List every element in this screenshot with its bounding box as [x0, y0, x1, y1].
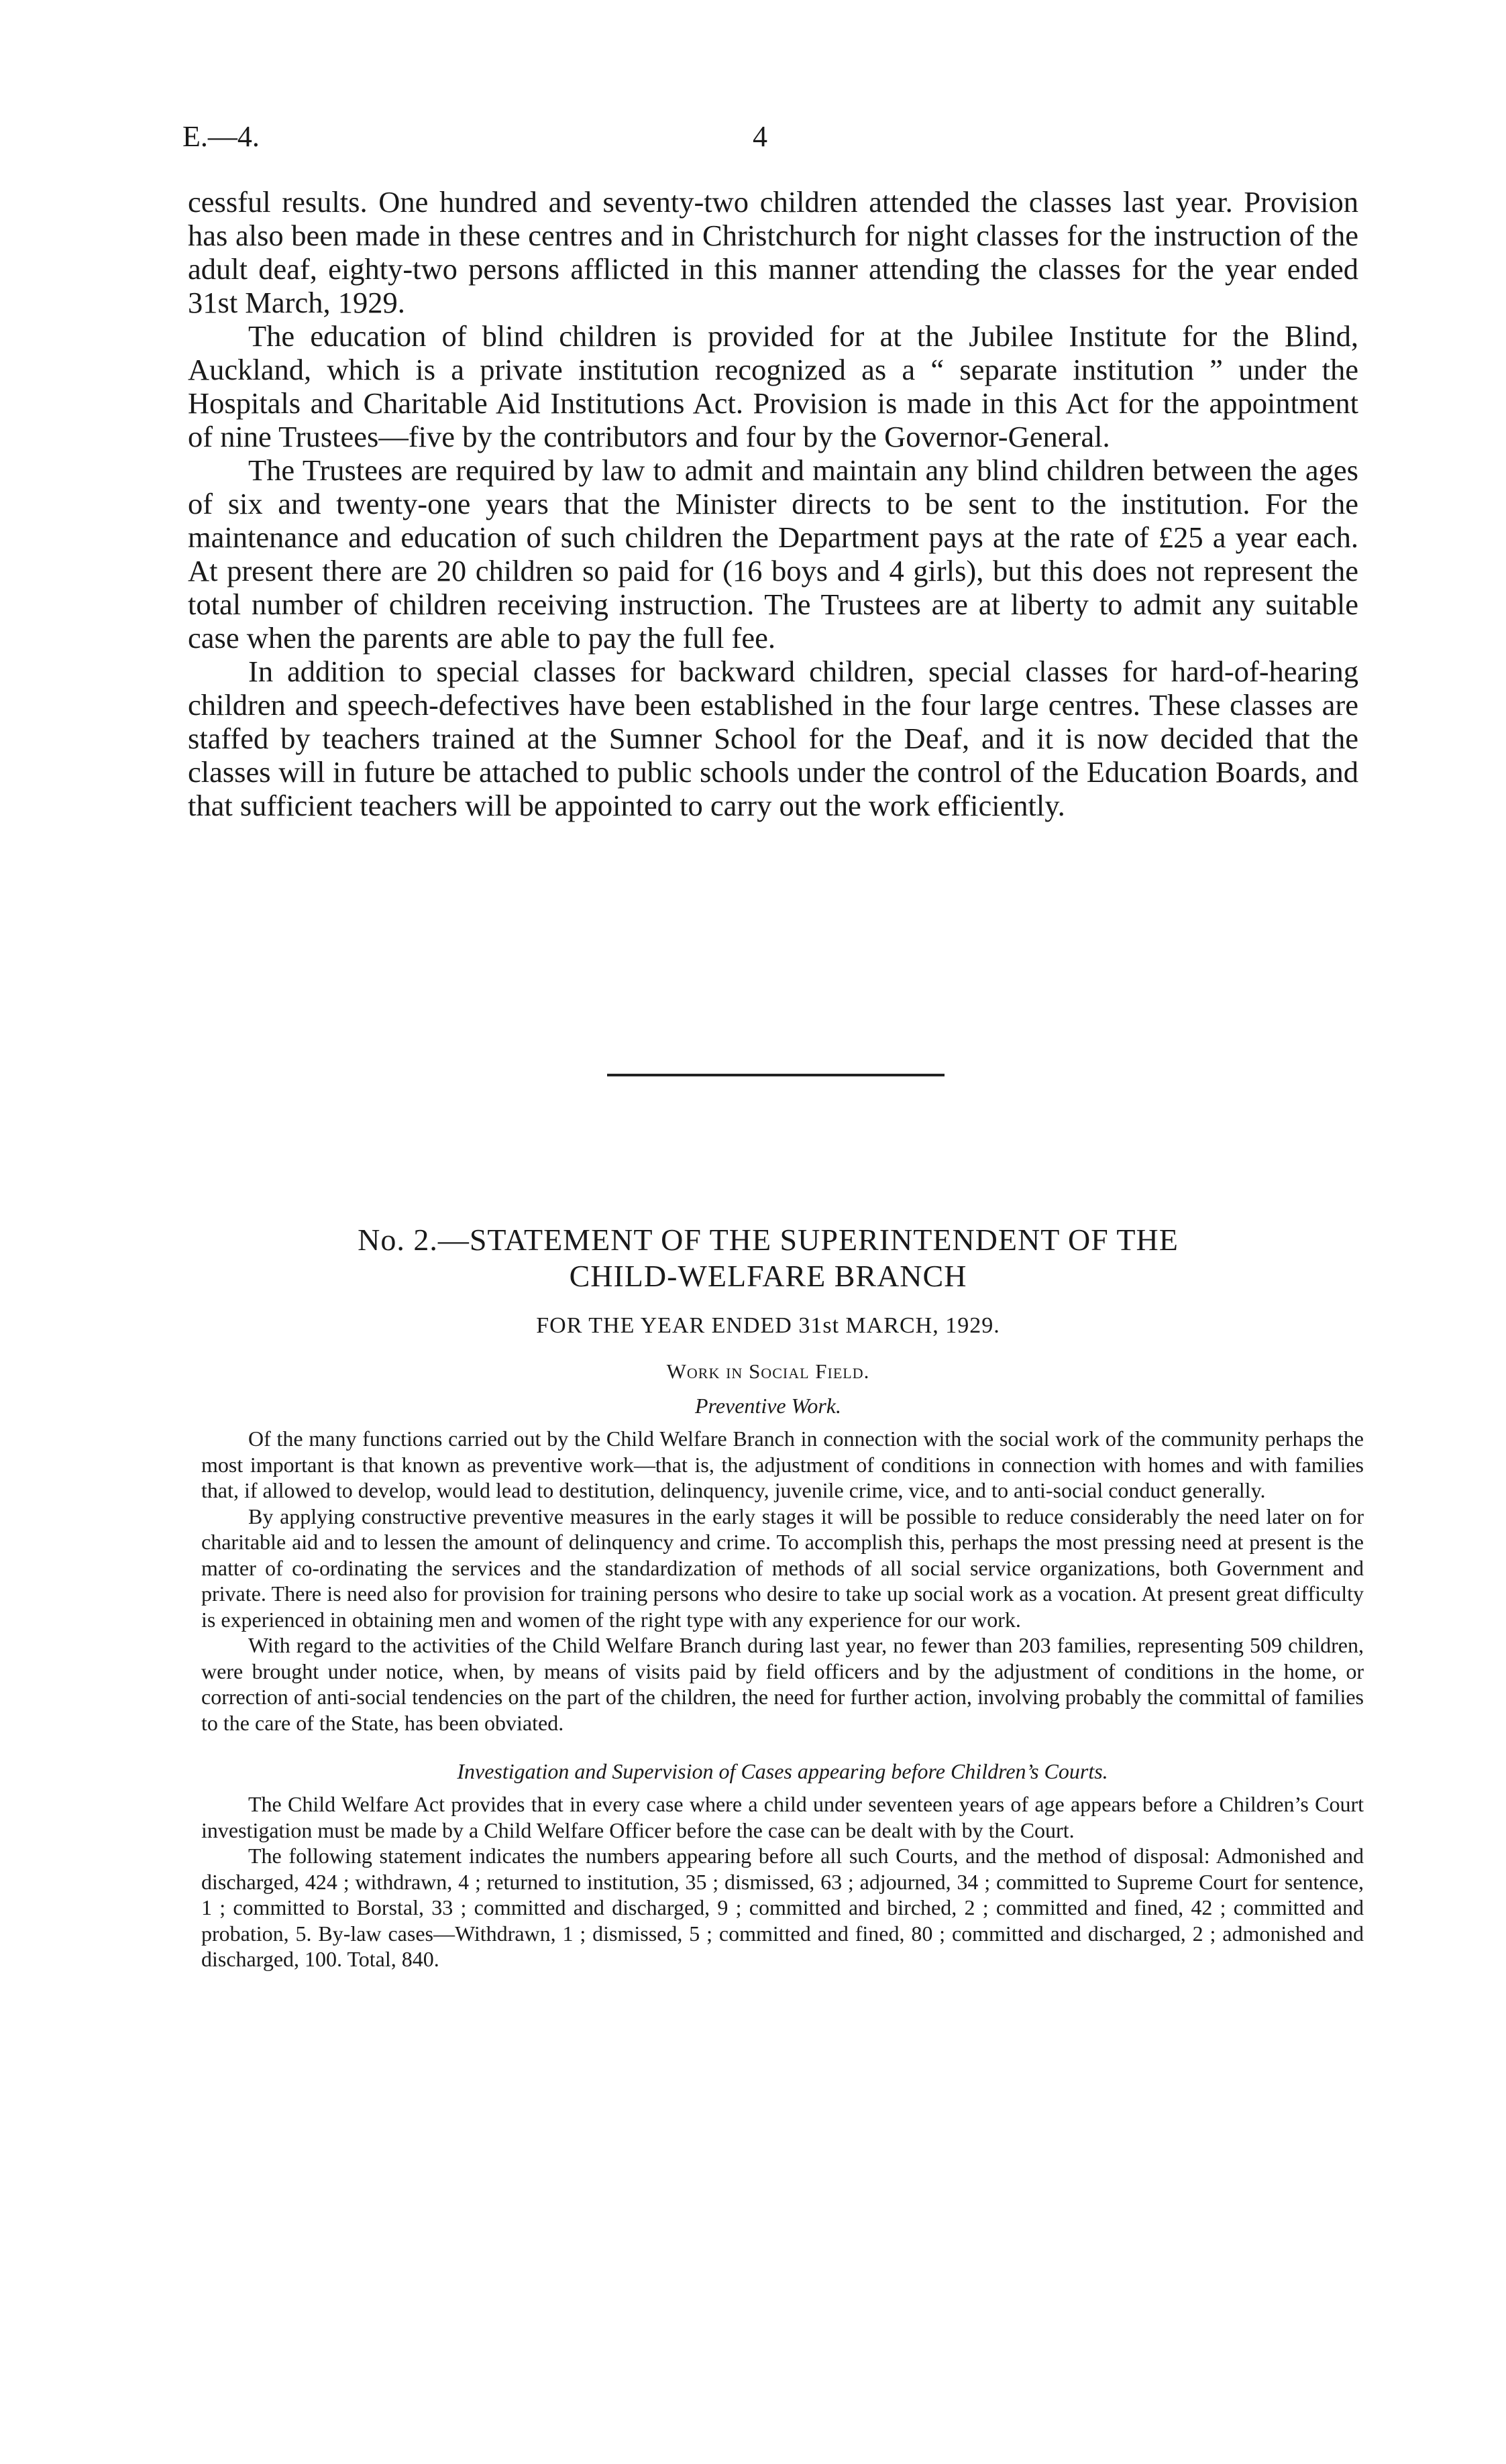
statement-title-line-1: No. 2.—STATEMENT OF THE SUPERINTENDENT OF THE [358, 1223, 1179, 1257]
paragraph-blind-education: The education of blind children is provided for at the Jubilee Institute for the Blind, Auckland, which is a private institution recognized as a “ separate institution ” under the Hospitals and Charitable Aid Institutions Act. Provision is made in this Act for the appointment of nine Trustees—five by the contributors and four by the Governor-General. [188, 319, 1358, 453]
section-subheading: Preventive Work. [695, 1394, 841, 1418]
top-section [188, 185, 1358, 822]
page-header [182, 119, 1370, 160]
page-number: 4 [753, 120, 767, 153]
paragraph-branch-activities: With regard to the activities of the Child Welfare Branch during last year, no fewer than 203 families, representing 509 children, were brought under notice, when, by means of visits paid by field officers and by the adjustment of conditions in the home, or correction of anti-social tendencies on the part of the children, the need for further action, involving probably the committal of families to the care of the State, has been obviated. [201, 1633, 1364, 1735]
statement-subtitle: FOR THE YEAR ENDED 31st MARCH, 1929. [536, 1313, 1000, 1338]
paragraph-child-welfare-act: The Child Welfare Act provides that in every case where a child under seventeen years of age appears before a Children’s Court investigation must be made by a Child Welfare Officer before the case can be dealt with by the Court. [201, 1792, 1364, 1842]
document-reference: E.—4. [182, 120, 260, 153]
statement-title-line-2: CHILD-WELFARE BRANCH [569, 1259, 967, 1293]
investigation-heading: Investigation and Supervision of Cases appearing before Children’s Courts. [457, 1759, 1108, 1783]
paragraph-trustees: The Trustees are required by law to admit and maintain any blind children between the ages of six and twenty-one years that the Minister directs to be sent to the institution. For the maintenance and education of such children the Department pays at the rate of £25 a year each. At present there are 20 children so paid for (16 boys and 4 girls), but this does not represent the total number of children receiving instruction. The Trustees are at liberty to admit any suitable case when the parents are able to pay the full fee. [188, 453, 1358, 655]
section-divider [607, 1074, 945, 1076]
statement-title [255, 1222, 1281, 1294]
paragraph-deaf-classes: cessful results. One hundred and seventy-two children attended the classes last year. Provision has also been made in these centres and in Christchurch for night classes for the instruction of the adult deaf, eighty-two persons afflicted in this manner attending the classes for the year ended 31st March, 1929. [188, 185, 1358, 319]
section-heading: Work in Social Field. [666, 1359, 870, 1383]
paragraph-preventive-work: Of the many functions carried out by the Child Welfare Branch in connection with the social work of the community perhaps the most important is that known as preventive work—that is, the adjustment of conditions in connection with homes and with families that, if allowed to develop, would lead to destitution, delinquency, juvenile crime, vice, and to anti-social conduct generally. [201, 1426, 1364, 1502]
paragraph-special-classes: In addition to special classes for backward children, special classes for hard-of-hearing children and speech-defectives have been established in the four large centres. These classes are staffed by teachers trained at the Sumner School for the Deaf, and it is now decided that the classes will in future be attached to public schools under the control of the Education Boards, and that sufficient teachers will be appointed to carry out the work efficiently. [188, 655, 1358, 822]
paragraph-preventive-measures: By applying constructive preventive measures in the early stages it will be possible to reduce considerably the need later on for charitable aid and to lessen the amount of delinquency and crime. To accomplish this, perhaps the most pressing need at present is the matter of co-ordinating the services and the standardization of methods of all social service organizations, both Government and private. There is need also for provision for training persons who desire to take up social work as a vocation. At present great difficulty is experienced in obtaining men and women of the right type with any experience for our work. [201, 1504, 1364, 1632]
lower-section [201, 1426, 1364, 1972]
paragraph-court-statistics: The following statement indicates the numbers appearing before all such Courts, and the method of disposal: Admonished and discharged, 424 ; withdrawn, 4 ; returned to institution, 35 ; dismissed, 63 ; adjourned, 34 ; committed to Supreme Court for sentence, 1 ; committed to Borstal, 33 ; committed and discharged, 9 ; committed and birched, 2 ; committed and fined, 42 ; committed and probation, 5. By-law cases—Withdrawn, 1 ; dismissed, 5 ; committed and fined, 80 ; committed and discharged, 2 ; admonished and discharged, 100. Total, 840. [201, 1844, 1364, 1971]
